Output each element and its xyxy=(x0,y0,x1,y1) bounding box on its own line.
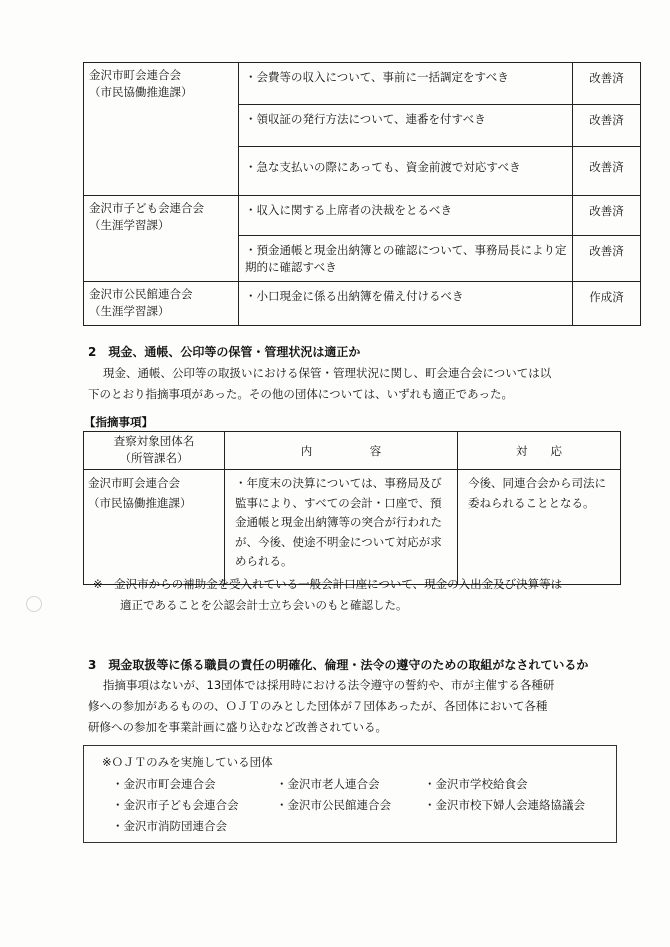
org-name: 金沢市町会連合会 xyxy=(89,68,181,82)
section2-heading: 2 現金、通帳、公印等の保管・管理状況は適正か xyxy=(88,345,361,359)
list-item: ・金沢市公民館連合会 xyxy=(276,798,391,812)
org-cell xyxy=(84,196,239,282)
header-response: 対 応 xyxy=(458,432,621,470)
improvement-table xyxy=(83,62,641,326)
list-item: ・金沢市校下婦人会連絡協議会 xyxy=(424,798,585,812)
item-cell: ・預金通帳と現金出納簿との確認について、事務局長により定期的に確認すべき xyxy=(239,236,573,282)
org-dept: （市民協働推進課） xyxy=(89,85,193,99)
list-item: ・金沢市老人連合会 xyxy=(276,777,380,791)
response-cell: 今後、同連合会から司法に委ねられることとなる。 xyxy=(458,470,621,585)
list-item: ・金沢市学校給食会 xyxy=(424,777,528,791)
result-cell: 改善済 xyxy=(573,147,641,196)
org-name: 金沢市子ども会連合会 xyxy=(89,201,204,215)
header-org: 査察対象団体名 （所管課名） xyxy=(84,432,225,470)
list-item: ・金沢市子ども会連合会 xyxy=(112,798,239,812)
ojt-title: ※ＯＪＴのみを実施している団体 xyxy=(102,755,273,769)
result-cell: 改善済 xyxy=(573,196,641,236)
item-cell: ・会費等の収入について、事前に一括調定をすべき xyxy=(239,63,573,105)
table-row xyxy=(84,470,621,585)
item-cell: ・急な支払いの際にあっても、資金前渡で対応すべき xyxy=(239,147,573,196)
header-content: 内 容 xyxy=(225,432,458,470)
section3-heading: 3 現金取扱等に係る職員の責任の明確化、倫理・法令の遵守のための取組がなされているか xyxy=(88,658,589,672)
item-cell: ・収入に関する上席者の決裁をとるべき xyxy=(239,196,573,236)
section3-line2: 修への参加があるものの、ＯＪＴのみとした団体が７団体あったが、各団体において各種 xyxy=(88,699,548,713)
org-dept: （生涯学習課） xyxy=(89,304,170,318)
list-item: ・金沢市消防団連合会 xyxy=(112,819,227,833)
result-cell: 作成済 xyxy=(573,282,641,326)
item-cell: ・領収証の発行方法について、連番を付すべき xyxy=(239,105,573,147)
result-cell: 改善済 xyxy=(573,63,641,105)
note-line2: 適正であることを公認会計士立ち会いのもと確認した。 xyxy=(120,598,408,612)
table-row xyxy=(84,282,641,326)
stamp-mark xyxy=(26,596,42,612)
result-cell: 改善済 xyxy=(573,236,641,282)
table-row xyxy=(84,63,641,105)
org-cell xyxy=(84,282,239,326)
findings-label: 【指摘事項】 xyxy=(84,415,153,429)
section2-line2: 下のとおり指摘事項があった。その他の団体については、いずれも適正であった。 xyxy=(88,387,514,401)
table-header-row xyxy=(84,432,621,470)
content-cell: ・年度末の決算については、事務局及び監事により、すべての会計・口座で、預金通帳と現金出納簿等の突合が行われたが、今後、使途不明金について対応が求められる。 xyxy=(225,470,458,585)
section2-line1: 現金、通帳、公印等の取扱いにおける保管・管理状況に関し、町会連合会については以 xyxy=(103,366,552,380)
section3-line1: 指摘事項はないが、13団体では採用時における法令遵守の誓約や、市が主催する各種研 xyxy=(103,678,555,692)
table-row xyxy=(84,196,641,236)
org-name: 金沢市公民館連合会 xyxy=(89,287,193,301)
ojt-box xyxy=(83,745,617,843)
org-dept: （生涯学習課） xyxy=(89,218,170,232)
result-cell: 改善済 xyxy=(573,105,641,147)
note-line1: ※ 金沢市からの補助金を受入れている一般会計口座について、現金の入出金及び決算等は xyxy=(93,577,563,591)
org-cell: 金沢市町会連合会 （市民協働推進課） xyxy=(84,470,225,585)
org-cell xyxy=(84,63,239,196)
section3-line3: 研修への参加を事業計画に盛り込むなど改善されている。 xyxy=(88,720,387,734)
item-cell: ・小口現金に係る出納簿を備え付けるべき xyxy=(239,282,573,326)
list-item: ・金沢市町会連合会 xyxy=(112,777,216,791)
findings-table xyxy=(83,431,621,585)
